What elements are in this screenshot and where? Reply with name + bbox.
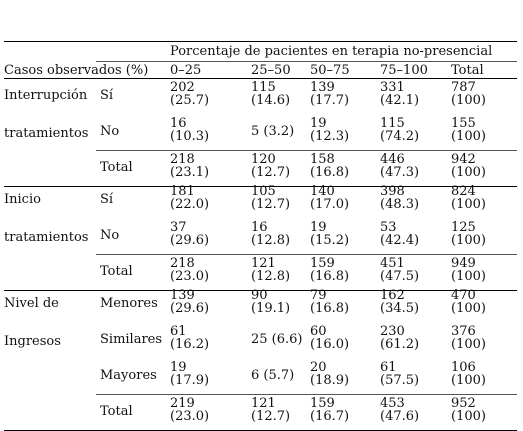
- group-label-line2: Ingresos: [4, 334, 61, 349]
- table-cell-percent: (22.0): [170, 197, 210, 212]
- table-cell-count: 19: [310, 220, 327, 235]
- table-cell-count: 115: [380, 116, 405, 131]
- table-cell-percent: (12.7): [251, 165, 291, 180]
- table-cell-percent: (47.3): [380, 165, 420, 180]
- table-cell-count: 140: [310, 184, 335, 199]
- column-header: 75–100: [380, 63, 428, 78]
- table-cell-count: 159: [310, 396, 335, 411]
- table-cell-count: 16: [251, 220, 268, 235]
- table-cell-count: 139: [170, 288, 195, 303]
- table-cell-count: 787: [451, 80, 476, 95]
- table-cell-count: 105: [251, 184, 276, 199]
- table-cell-percent: (23.1): [170, 165, 210, 180]
- table-cell-count: 19: [170, 360, 187, 375]
- table-cell-count: 331: [380, 80, 405, 95]
- table-cell-count: 60: [310, 324, 327, 339]
- table-cell-count: 121: [251, 256, 276, 271]
- total-subrule: [96, 394, 517, 395]
- table-cell-count: 37: [170, 220, 187, 235]
- table-cell-count: 16: [170, 116, 187, 131]
- column-header: 0–25: [170, 63, 202, 78]
- table-cell-percent: (16.0): [310, 337, 350, 352]
- table-cell-count: 115: [251, 80, 276, 95]
- table-cell-count: 218: [170, 152, 195, 167]
- table-cell-percent: (29.6): [170, 301, 210, 316]
- row-label: Similares: [100, 332, 163, 347]
- table-cell-percent: (18.9): [310, 373, 350, 388]
- table-cell-count: 121: [251, 396, 276, 411]
- header-subrule: [96, 61, 517, 62]
- table-cell-count: 19: [310, 116, 327, 131]
- table-cell-percent: (23.0): [170, 269, 210, 284]
- table-cell-percent: (100): [451, 337, 486, 352]
- group-label-line2: tratamientos: [4, 126, 89, 141]
- table-cell-percent: (25.7): [170, 93, 210, 108]
- table-cell-count: 120: [251, 152, 276, 167]
- table-cell-percent: (16.8): [310, 301, 350, 316]
- row-label: Total: [100, 160, 133, 175]
- table-cell-percent: (47.6): [380, 409, 420, 424]
- table-cell-percent: (14.6): [251, 93, 291, 108]
- row-label: Menores: [100, 296, 158, 311]
- table-cell-count: 155: [451, 116, 476, 131]
- table-cell-percent: (34.5): [380, 301, 420, 316]
- row-label: Total: [100, 264, 133, 279]
- table-cell-percent: (42.4): [380, 233, 420, 248]
- table-cell-count: 218: [170, 256, 195, 271]
- table-cell-count: 398: [380, 184, 405, 199]
- column-header: Total: [451, 63, 484, 78]
- table-cell: 6 (5.7): [251, 368, 295, 383]
- table-cell-percent: (100): [451, 269, 486, 284]
- table-cell-percent: (74.2): [380, 129, 420, 144]
- table-cell-percent: (15.2): [310, 233, 350, 248]
- table-cell-count: 202: [170, 80, 195, 95]
- table-cell-count: 952: [451, 396, 476, 411]
- table-cell-count: 158: [310, 152, 335, 167]
- table-cell-percent: (12.3): [310, 129, 350, 144]
- table-cell-percent: (100): [451, 373, 486, 388]
- table-cell-percent: (16.8): [310, 165, 350, 180]
- table-cell-percent: (12.8): [251, 233, 291, 248]
- table-cell-count: 219: [170, 396, 195, 411]
- table-cell-percent: (12.8): [251, 269, 291, 284]
- total-subrule: [96, 150, 517, 151]
- table-cell-percent: (100): [451, 165, 486, 180]
- table-cell-percent: (17.7): [310, 93, 350, 108]
- table-cell-count: 53: [380, 220, 397, 235]
- table-cell-percent: (10.3): [170, 129, 210, 144]
- row-label: No: [100, 228, 120, 243]
- table-cell-percent: (29.6): [170, 233, 210, 248]
- table-cell-count: 446: [380, 152, 405, 167]
- table-cell-percent: (100): [451, 301, 486, 316]
- table-cell-percent: (42.1): [380, 93, 420, 108]
- table-cell-percent: (16.8): [310, 269, 350, 284]
- table-cell-percent: (12.7): [251, 197, 291, 212]
- table-cell-count: 61: [380, 360, 397, 375]
- row-label: No: [100, 124, 120, 139]
- table-cell-percent: (61.2): [380, 337, 420, 352]
- table-cell-percent: (100): [451, 233, 486, 248]
- row-header-label: Casos observados (%): [4, 63, 149, 78]
- table-cell-percent: (47.5): [380, 269, 420, 284]
- table-cell: 25 (6.6): [251, 332, 303, 347]
- table-cell-count: 376: [451, 324, 476, 339]
- table-cell-percent: (19.1): [251, 301, 291, 316]
- row-label: Mayores: [100, 368, 157, 383]
- spanning-header: Porcentaje de pacientes en terapia no-presencial: [170, 44, 493, 59]
- table-cell-count: 139: [310, 80, 335, 95]
- table-cell-percent: (16.2): [170, 337, 210, 352]
- table-cell-percent: (57.5): [380, 373, 420, 388]
- table-cell-count: 181: [170, 184, 195, 199]
- table-cell-percent: (48.3): [380, 197, 420, 212]
- table-cell-percent: (100): [451, 129, 486, 144]
- group-label-line1: Nivel de: [4, 296, 59, 311]
- group-label-line2: tratamientos: [4, 230, 89, 245]
- table-cell-count: 20: [310, 360, 327, 375]
- table-cell-count: 230: [380, 324, 405, 339]
- group-label-line1: Interrupción: [4, 88, 88, 103]
- table-cell-count: 90: [251, 288, 268, 303]
- table-cell-percent: (100): [451, 197, 486, 212]
- table-cell-count: 824: [451, 184, 476, 199]
- table-cell-percent: (100): [451, 93, 486, 108]
- table-cell-count: 949: [451, 256, 476, 271]
- table-cell-count: 942: [451, 152, 476, 167]
- table-cell-count: 106: [451, 360, 476, 375]
- table-cell-percent: (100): [451, 409, 486, 424]
- row-label: Sí: [100, 192, 114, 207]
- header-rule: [4, 78, 517, 79]
- table-cell-count: 453: [380, 396, 405, 411]
- table-cell-percent: (12.7): [251, 409, 291, 424]
- table-cell-count: 470: [451, 288, 476, 303]
- table-cell-count: 162: [380, 288, 405, 303]
- table-cell: 5 (3.2): [251, 124, 295, 139]
- row-label: Total: [100, 404, 133, 419]
- table-cell-percent: (17.0): [310, 197, 350, 212]
- table-cell-percent: (23.0): [170, 409, 210, 424]
- column-header: 25–50: [251, 63, 291, 78]
- row-label: Sí: [100, 88, 114, 103]
- column-header: 50–75: [310, 63, 350, 78]
- table-cell-count: 451: [380, 256, 405, 271]
- top-rule: [4, 41, 517, 42]
- table-cell-percent: (17.9): [170, 373, 210, 388]
- group-label-line1: Inicio: [4, 192, 41, 207]
- table-cell-count: 61: [170, 324, 187, 339]
- table-cell-count: 159: [310, 256, 335, 271]
- total-subrule: [96, 254, 517, 255]
- table-cell-count: 125: [451, 220, 476, 235]
- table-cell-percent: (16.7): [310, 409, 350, 424]
- table-cell-count: 79: [310, 288, 327, 303]
